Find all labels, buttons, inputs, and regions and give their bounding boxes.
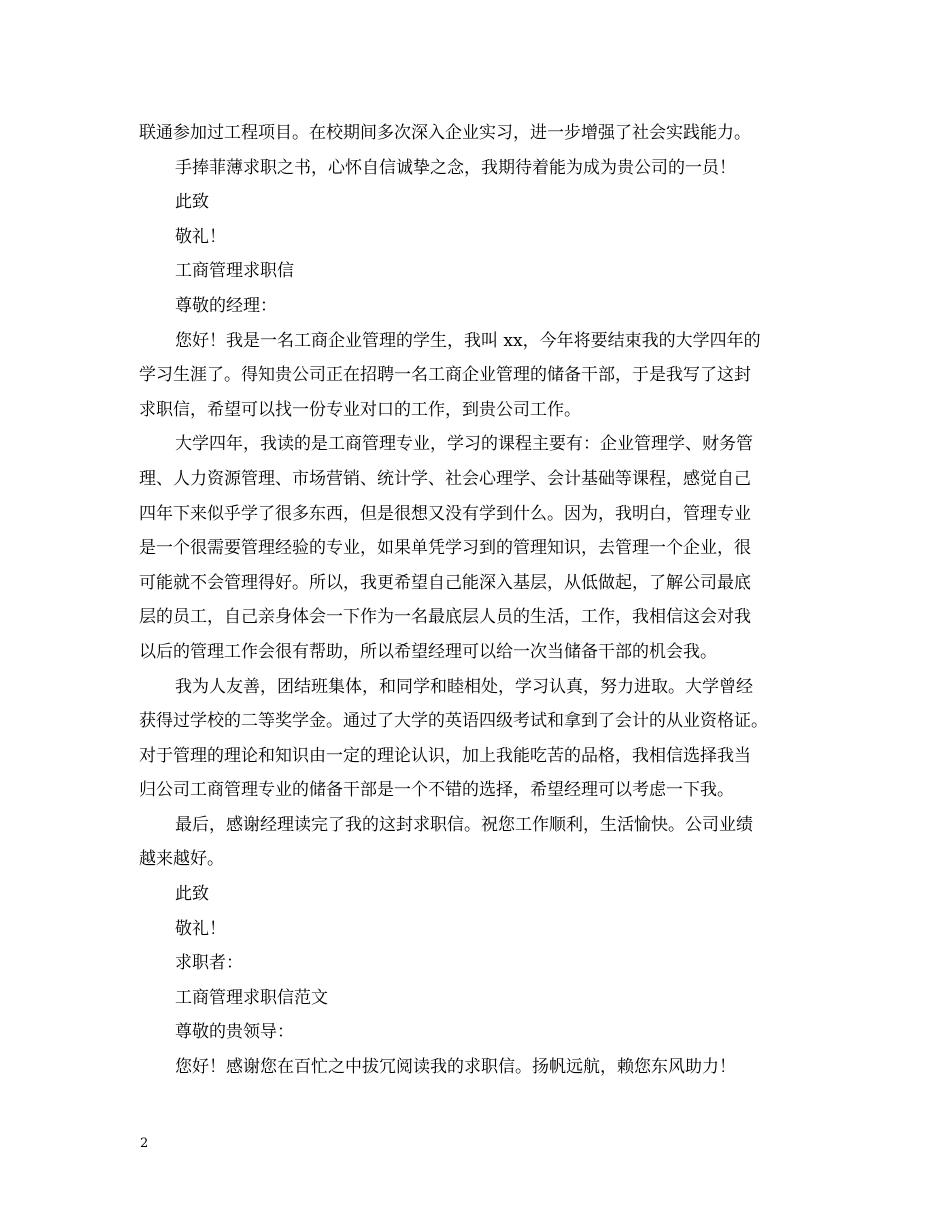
text-line: 是一个很需要管理经验的专业，如果单凭学习到的管理知识，去管理一个企业，很 — [139, 538, 751, 559]
text-line: 敬礼！ — [175, 918, 226, 939]
text-line: 越来越好。 — [139, 849, 224, 870]
text-line: 尊敬的经理： — [175, 295, 277, 316]
page-number: 2 — [140, 1136, 149, 1151]
text-line: 求职者： — [175, 953, 243, 974]
text-line: 四年下来似乎学了很多东西，但是很想又没有学到什么。因为，我明白，管理专业 — [139, 503, 751, 524]
text-line: 以后的管理工作会很有帮助，所以希望经理可以给一次当储备干部的机会我。 — [139, 641, 717, 662]
text-line: 求职信，希望可以找一份专业对口的工作，到贵公司工作。 — [139, 399, 581, 420]
text-line: 获得过学校的二等奖学金。通过了大学的英语四级考试和拿到了会计的从业资格证。 — [139, 711, 768, 732]
letter-body — [139, 116, 819, 1085]
text-line: 此致 — [175, 192, 209, 213]
text-line: 工商管理求职信 — [175, 261, 294, 282]
text-line: 最后，感谢经理读完了我的这封求职信。祝您工作顺利，生活愉快。公司业绩 — [175, 814, 753, 835]
text-line: 归公司工商管理专业的储备干部是一个不错的选择，希望经理可以考虑一下我。 — [139, 780, 734, 801]
text-line: 对于管理的理论和知识由一定的理论认识，加上我能吃苦的品格，我相信选择我当 — [139, 745, 751, 766]
text-line: 层的员工，自己亲身体会一下作为一名最底层人员的生活，工作，我相信这会对我 — [139, 607, 751, 628]
text-line: 您好！感谢您在百忙之中拔冗阅读我的求职信。扬帆远航，赖您东风助力！ — [175, 1057, 736, 1078]
text-line: 工商管理求职信范文 — [175, 987, 328, 1008]
text-line: 此致 — [175, 884, 209, 905]
text-line: 大学四年，我读的是工商管理专业，学习的课程主要有：企业管理学、财务管 — [175, 434, 753, 455]
text-line: 尊敬的贵领导： — [175, 1022, 294, 1043]
text-line: 联通参加过工程项目。在校期间多次深入企业实习，进一步增强了社会实践能力。 — [139, 123, 751, 143]
text-line: 学习生涯了。得知贵公司正在招聘一名工商企业管理的储备干部，于是我写了这封 — [139, 365, 751, 386]
text-line: 理、人力资源管理、市场营销、统计学、社会心理学、会计基础等课程，感觉自己 — [139, 468, 751, 489]
text-line: 可能就不会管理得好。所以，我更希望自己能深入基层，从低做起，了解公司最底 — [139, 572, 751, 593]
text-line: 您好！我是一名工商企业管理的学生，我叫 xx，今年将要结束我的大学四年的 — [175, 330, 761, 351]
text-line: 敬礼！ — [175, 226, 226, 247]
text-line: 我为人友善，团结班集体，和同学和睦相处，学习认真，努力进取。大学曾经 — [175, 676, 753, 697]
text-line: 手捧菲薄求职之书，心怀自信诚挚之念，我期待着能为成为贵公司的一员！ — [175, 157, 736, 178]
